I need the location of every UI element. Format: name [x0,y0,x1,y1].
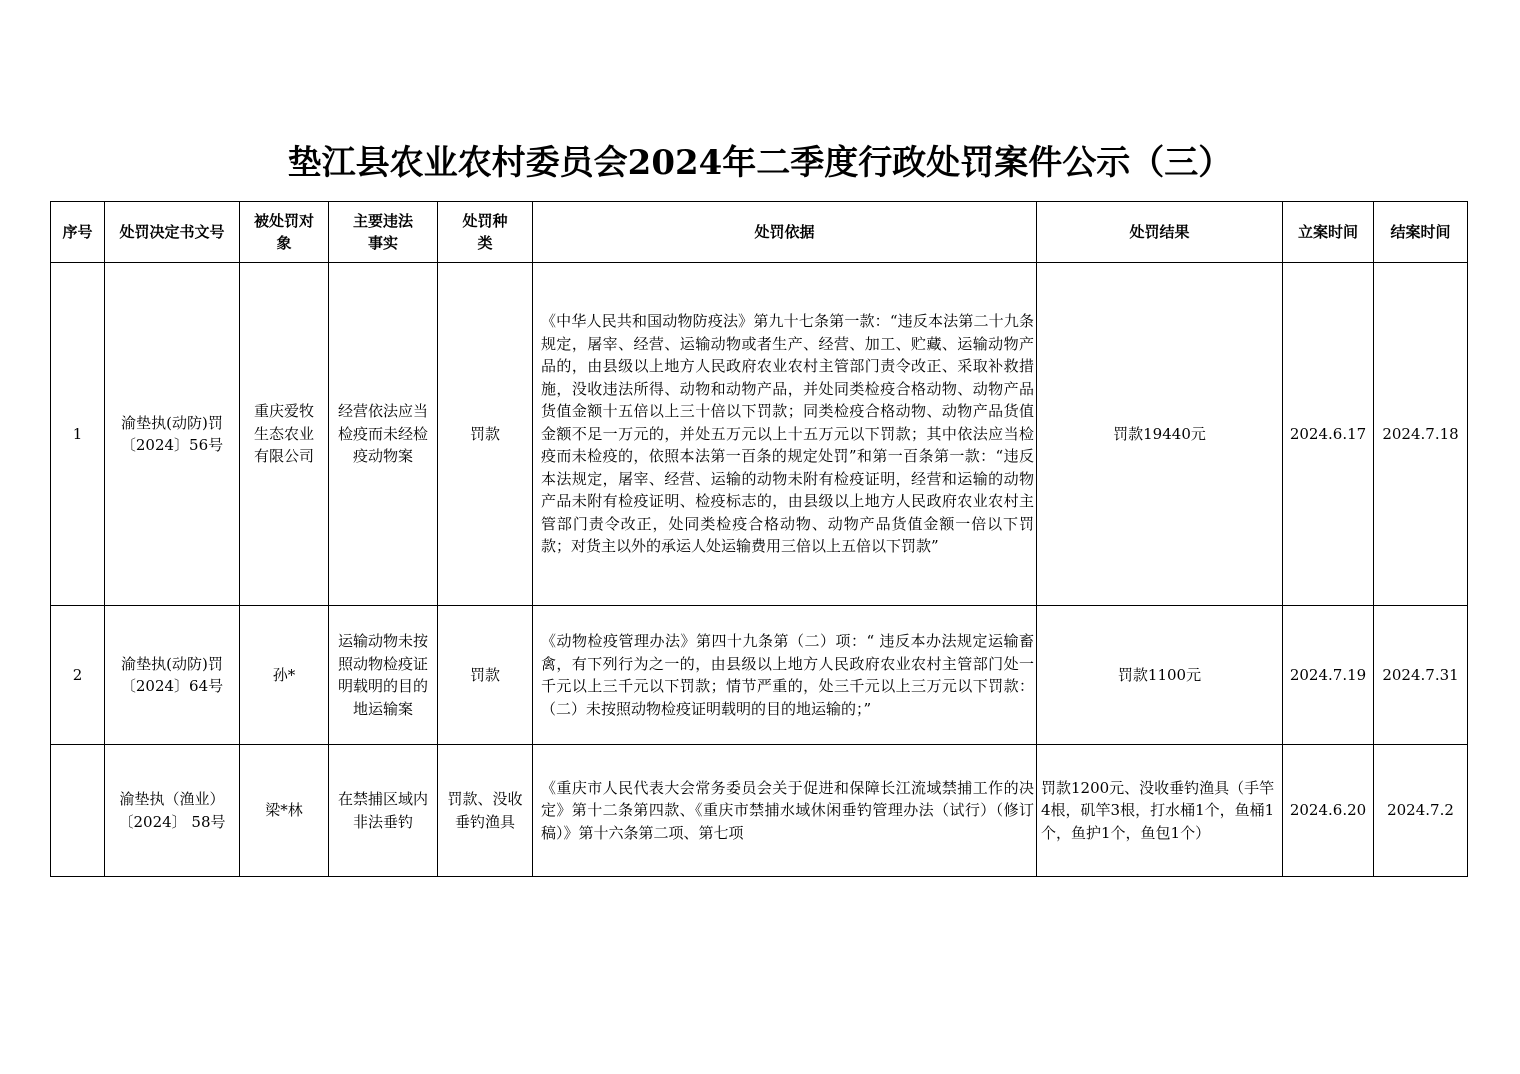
penalty-table [50,201,1468,877]
header-doc-no [105,202,240,263]
header-row [51,202,1468,263]
cell-result: 罚款19440元 [1037,263,1283,606]
cell-basis: 《中华人民共和国动物防疫法》第九十七条第一款：“违反本法第二十九条规定，屠宰、经营、运输动物或者生产、经营、加工、贮藏、运输动物产品的，由县级以上地方人民政府农业农村主管部门责令改正、采取补救措施，没收违法所得、动物和动物产品，并处同类检疫合格动物、动物产品货值金额十五倍以上三十倍以下罚款；同类检疫合格动物、动物产品货值金额不足一万元的，并处五万元以上十五万元以下罚款；其中依法应当检疫而未检疫的，依照本法第一百条的规定处罚”和第一百条第一款：“违反本法规定，屠宰、经营、运输的动物未附有检疫证明，经营和运输的动物产品未附有检疫证明、检疫标志的，由县级以上地方人民政府农业农村主管部门责令改正，处同类检疫合格动物、动物产品货值金额一倍以下罚款；对货主以外的承运人处运输费用三倍以上五倍以下罚款” [533,263,1037,606]
header-facts [329,202,438,263]
cell-doc-no [105,263,240,606]
cell-basis: 《动物检疫管理办法》第四十九条第（二）项：“ 违反本办法规定运输畜禽，有下列行为之一的，由县级以上地方人民政府农业农村主管部门处一千元以上三千元以下罚款；情节严重的，处三千元以上三万元以下罚款：（二）未按照动物检疫证明载明的目的地运输的；” [533,606,1037,745]
header-result: 处罚结果 [1037,202,1283,263]
cell-no [51,745,105,877]
cell-type [438,745,533,877]
header-type-label: 处罚种类 [462,212,508,252]
page-title: 垫江县农业农村委员会2024年二季度行政处罚案件公示（三） [287,143,1233,183]
cell-filed: 2024.6.20 [1283,745,1374,877]
cell-facts-text: 运输动物未按照动物检疫证明载明的目的地运输案 [337,632,428,718]
table-body [51,263,1468,877]
cell-type-text: 罚款、没收垂钓渔具 [447,790,523,831]
cell-party-text: 重庆爱牧生态农业有限公司 [253,402,314,466]
cell-doc-no-text: 渝垫执（渔业）〔2024〕 58号 [118,790,226,831]
cell-facts [329,745,438,877]
cell-filed: 2024.7.19 [1283,606,1374,745]
cell-party [240,263,329,606]
cell-party: 梁*林 [240,745,329,877]
cell-doc-no-text: 渝垫执(动防)罚〔2024〕64号 [120,654,224,695]
cell-no: 2 [51,606,105,745]
cell-facts [329,263,438,606]
cell-no: 1 [51,263,105,606]
cell-type: 罚款 [438,606,533,745]
header-facts-label: 主要违法事实 [352,212,413,252]
header-party [240,202,329,263]
header-filed: 立案时间 [1283,202,1374,263]
table-row [51,606,1468,745]
header-no: 序号 [51,202,105,263]
header-party-label: 被处罚对象 [254,212,315,252]
header-doc-no-label: 处罚决定书文号 [119,223,225,241]
table-row [51,263,1468,606]
header-type [438,202,533,263]
cell-closed: 2024.7.31 [1374,606,1468,745]
cell-basis: 《重庆市人民代表大会常务委员会关于促进和保障长江流域禁捕工作的决定》第十二条第四款、《重庆市禁捕水域休闲垂钓管理办法（试行）（修订稿）》第十六条第二项、第七项 [533,745,1037,877]
cell-closed: 2024.7.2 [1374,745,1468,877]
cell-result: 罚款1200元、没收垂钓渔具（手竿4根，矶竿3根，打水桶1个，鱼桶1个，鱼护1个，鱼包1个） [1037,745,1283,877]
cell-facts-text: 在禁捕区域内非法垂钓 [337,790,428,831]
cell-facts [329,606,438,745]
cell-facts-text: 经营依法应当检疫而未经检疫动物案 [337,402,428,466]
cell-filed: 2024.6.17 [1283,263,1374,606]
cell-closed: 2024.7.18 [1374,263,1468,606]
cell-party: 孙* [240,606,329,745]
cell-type: 罚款 [438,263,533,606]
cell-result: 罚款1100元 [1037,606,1283,745]
cell-doc-no [105,745,240,877]
cell-doc-no-text: 渝垫执(动防)罚〔2024〕56号 [120,413,224,454]
table-header [51,202,1468,263]
header-closed: 结案时间 [1374,202,1468,263]
cell-doc-no [105,606,240,745]
table-row [51,745,1468,877]
header-basis: 处罚依据 [533,202,1037,263]
